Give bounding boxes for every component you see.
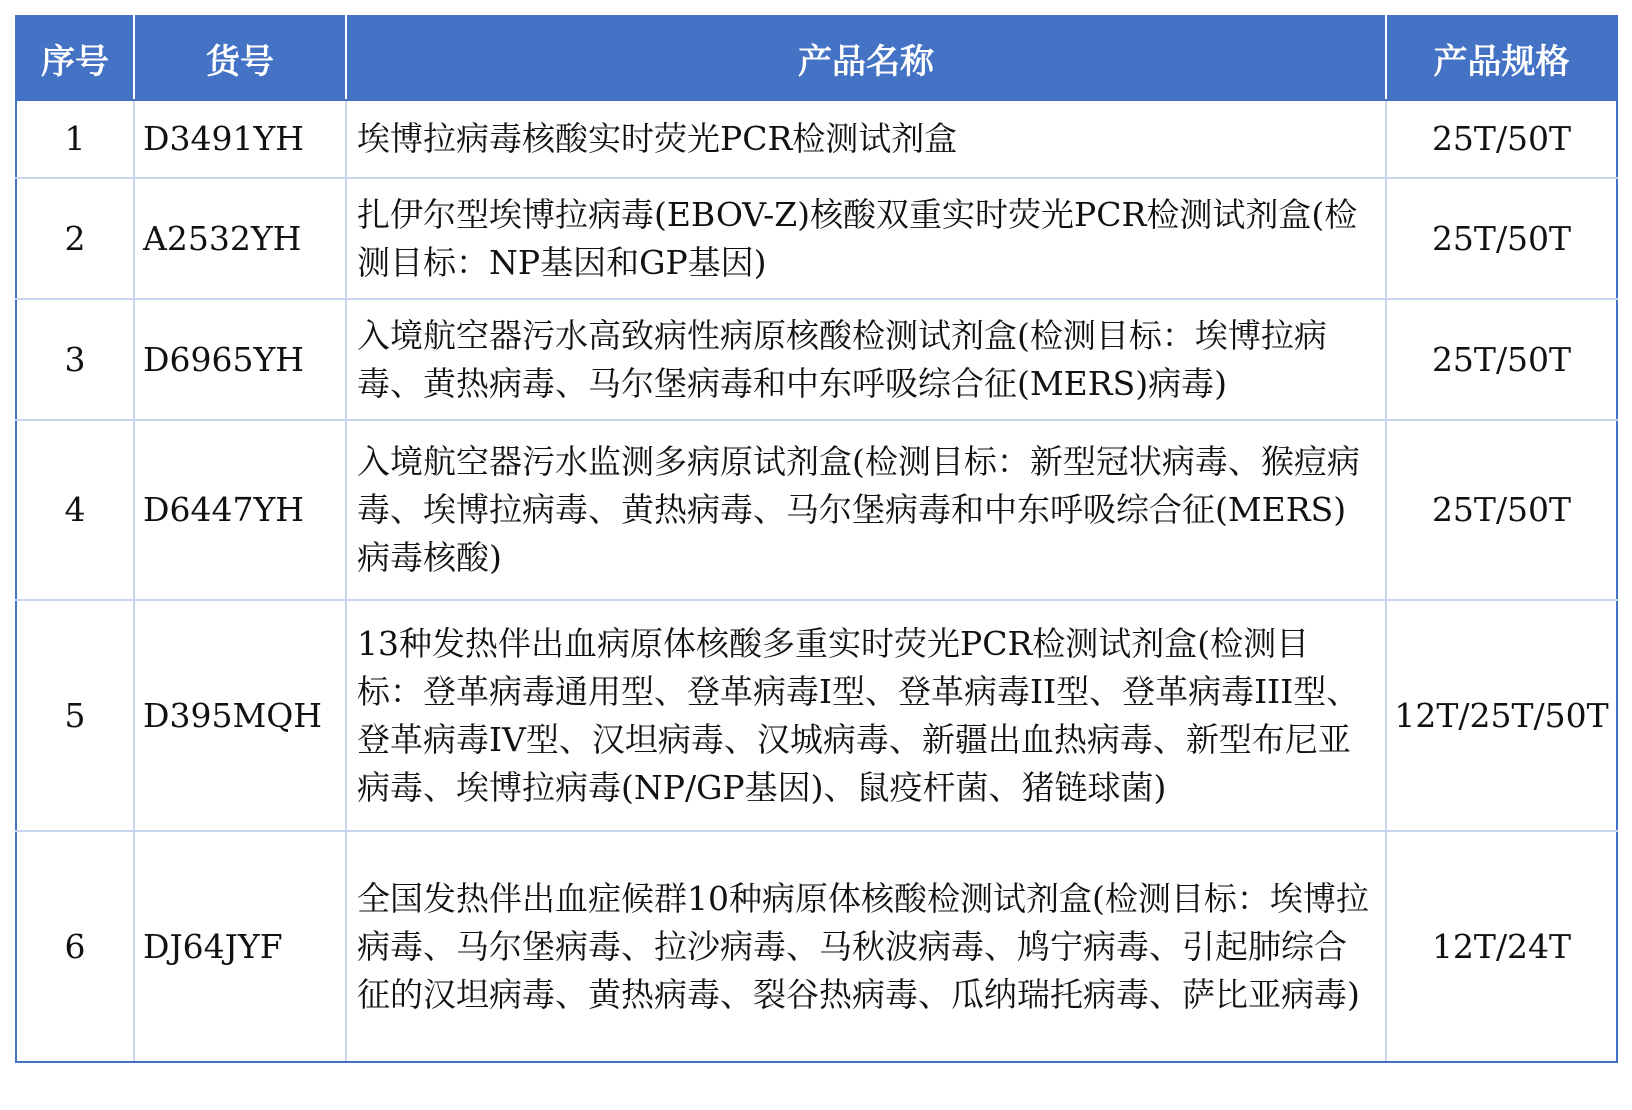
cell-spec: 25T/50T (1386, 178, 1617, 299)
header-name: 产品名称 (346, 16, 1386, 100)
cell-spec: 12T/24T (1386, 831, 1617, 1062)
table-row (16, 178, 1617, 299)
cell-spec: 25T/50T (1386, 100, 1617, 178)
cell-name: 扎伊尔型埃博拉病毒(EBOV-Z)核酸双重实时荧光PCR检测试剂盒(检测目标：NP基因和GP基因) (346, 178, 1386, 299)
cell-code: DJ64JYF (134, 831, 346, 1062)
cell-seq: 4 (16, 420, 134, 600)
cell-code: D6965YH (134, 299, 346, 420)
cell-name: 埃博拉病毒核酸实时荧光PCR检测试剂盒 (346, 100, 1386, 178)
cell-name: 13种发热伴出血病原体核酸多重实时荧光PCR检测试剂盒(检测目标：登革病毒通用型、登革病毒I型、登革病毒II型、登革病毒III型、登革病毒IV型、汉坦病毒、汉城病毒、新疆出血热病毒、新型布尼亚病毒、埃博拉病毒(NP/GP基因)、鼠疫杆菌、猪链球菌) (346, 600, 1386, 831)
cell-seq: 3 (16, 299, 134, 420)
cell-code: D395MQH (134, 600, 346, 831)
cell-seq: 6 (16, 831, 134, 1062)
table-row (16, 420, 1617, 600)
cell-name: 入境航空器污水高致病性病原核酸检测试剂盒(检测目标：埃博拉病毒、黄热病毒、马尔堡病毒和中东呼吸综合征(MERS)病毒) (346, 299, 1386, 420)
table-row (16, 600, 1617, 831)
table-row (16, 831, 1617, 1062)
header-code: 货号 (134, 16, 346, 100)
table-header-row (16, 16, 1617, 100)
cell-seq: 2 (16, 178, 134, 299)
cell-code: A2532YH (134, 178, 346, 299)
table-row (16, 100, 1617, 178)
cell-seq: 5 (16, 600, 134, 831)
cell-spec: 25T/50T (1386, 420, 1617, 600)
header-seq: 序号 (16, 16, 134, 100)
cell-seq: 1 (16, 100, 134, 178)
cell-spec: 25T/50T (1386, 299, 1617, 420)
cell-spec: 12T/25T/50T (1386, 600, 1617, 831)
cell-code: D6447YH (134, 420, 346, 600)
product-table-container (15, 15, 1616, 1063)
cell-code: D3491YH (134, 100, 346, 178)
header-spec: 产品规格 (1386, 16, 1617, 100)
cell-name: 入境航空器污水监测多病原试剂盒(检测目标：新型冠状病毒、猴痘病毒、埃博拉病毒、黄热病毒、马尔堡病毒和中东呼吸综合征(MERS)病毒核酸) (346, 420, 1386, 600)
table-row (16, 299, 1617, 420)
cell-name: 全国发热伴出血症候群10种病原体核酸检测试剂盒(检测目标：埃博拉病毒、马尔堡病毒、拉沙病毒、马秋波病毒、鸠宁病毒、引起肺综合征的汉坦病毒、黄热病毒、裂谷热病毒、瓜纳瑞托病毒、萨比亚病毒) (346, 831, 1386, 1062)
product-table (15, 15, 1618, 1063)
